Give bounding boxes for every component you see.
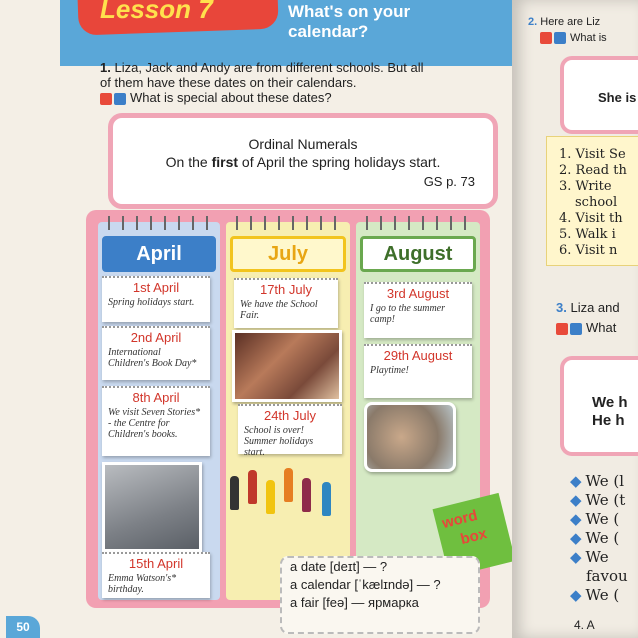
todo-item: 2. Read th [559, 163, 627, 178]
note-date: 29th August [383, 348, 453, 363]
todo-item: 4. Visit th [559, 211, 623, 226]
listen-icon [100, 93, 112, 105]
binder-rings [226, 216, 350, 230]
photo-seven-stories [102, 462, 202, 552]
frame2-line2: He h [592, 412, 625, 429]
note-april-4 [102, 552, 210, 598]
binder-rings [356, 216, 480, 230]
vocab-item: a date [deɪt] — ? [290, 559, 388, 574]
todo-item: 1. Visit Se [559, 147, 626, 162]
note-date: 1st April [132, 280, 180, 295]
bullet-item: ◆ We [570, 548, 609, 566]
note-desc: School is over! Summer holidays start. [244, 425, 314, 458]
note-desc: I go to the summer camp! [370, 303, 445, 325]
bullet-item: ◆ We ( [570, 586, 620, 604]
note-date: 17th July [259, 282, 313, 297]
task-2-text: Here are Liz [540, 16, 601, 28]
vocabulary-box [280, 556, 480, 634]
todo-item: 3. Write [559, 179, 612, 194]
note-desc: International Children's Book Day* [108, 347, 197, 369]
lesson-word: Lesson 7 [100, 0, 213, 24]
task-3 [556, 300, 620, 315]
photo-summer-camp [364, 402, 456, 472]
month-april: April [102, 236, 216, 272]
binder-rings [98, 216, 220, 230]
read-icon [554, 32, 566, 44]
bullet-item: ◆ We ( [570, 510, 620, 528]
ordinal-text-post: of April the spring holidays start. [241, 154, 441, 170]
bullet-item: ◆ We (t [570, 491, 626, 509]
task-icons [540, 32, 566, 44]
bullet-list [570, 472, 638, 605]
note-desc: We visit Seven Stories* - the Centre for Children's books. [108, 407, 201, 440]
page-number: 50 [6, 616, 40, 638]
note-desc: We have the School Fair. [240, 299, 318, 321]
ordinal-text-pre: On the [165, 154, 208, 170]
task-3-text: Liza and [570, 300, 620, 315]
listen-icon [540, 32, 552, 44]
task-1-question: What is special about these dates? [130, 90, 332, 105]
ordinal-text-bold: first [211, 154, 239, 170]
wordbox-word: word [440, 506, 480, 533]
task-1-line2: of them have these dates on their calendars. [100, 75, 357, 90]
calendar-board [86, 210, 490, 608]
note-date: 8th April [132, 390, 180, 405]
month-august: August [360, 236, 476, 272]
note-date: 2nd April [130, 330, 182, 345]
photo-jumping-kids [226, 462, 348, 542]
todo-list [546, 136, 638, 266]
wordbox-box: box [458, 525, 489, 549]
task-icons [556, 323, 582, 335]
note-date: 24th July [263, 408, 317, 423]
note-desc: Emma Watson's* birthday. [108, 573, 177, 595]
lesson-title-line1: What's on your [288, 2, 411, 21]
note-date: 3rd August [386, 286, 450, 301]
task-2-sub: What is [570, 32, 607, 44]
task-1 [100, 60, 490, 105]
ordinal-numerals-frame [108, 113, 498, 209]
task-3-number: 3. [556, 300, 567, 315]
read-icon [570, 323, 582, 335]
july-column [226, 222, 350, 600]
note-desc: Spring holidays start. [108, 297, 195, 308]
right-frame-text: She is [598, 90, 637, 105]
note-july-1 [234, 278, 338, 328]
note-desc: Playtime! [370, 365, 409, 376]
task-2-number: 2. [528, 16, 538, 28]
note-august-2 [364, 344, 472, 398]
task-3-sub-row [556, 320, 616, 335]
lesson-title [288, 2, 488, 42]
task-icons [100, 93, 126, 105]
right-frame-2 [560, 356, 638, 456]
read-icon [114, 93, 126, 105]
todo-item: 5. Walk i [559, 227, 616, 242]
task-4: 4. A [574, 618, 595, 632]
month-july: July [230, 236, 346, 272]
vocab-item: a calendar [ˈkælɪndə] — ? [290, 577, 441, 592]
photo-school-fair [232, 330, 342, 402]
note-date: 15th April [128, 556, 184, 571]
task-1-line1: Liza, Jack and Andy are from different schools. But all [114, 60, 424, 75]
ordinal-title: Ordinal Numerals [248, 136, 358, 152]
note-july-2 [238, 404, 342, 458]
note-april-1 [102, 276, 210, 322]
bullet-item: ◆ We ( [570, 529, 620, 547]
task-3-sub: What [586, 320, 617, 335]
vocab-item: a fair [feə] — ярмарка [290, 595, 419, 610]
lesson-title-line2: calendar? [288, 22, 369, 41]
bullet-item: favou [586, 567, 628, 585]
note-april-2 [102, 326, 210, 380]
task-2 [528, 16, 607, 44]
note-april-3 [102, 386, 210, 456]
april-column [98, 222, 220, 600]
bullet-item: ◆ We (l [570, 472, 625, 490]
note-august-1 [364, 282, 472, 338]
frame2-line1: We h [592, 394, 628, 411]
grammar-reference: GS p. 73 [423, 174, 475, 189]
listen-icon [556, 323, 568, 335]
ordinal-example [113, 154, 493, 170]
task-1-number: 1. [100, 60, 111, 75]
todo-item: 6. Visit n [559, 243, 618, 258]
todo-item: school [575, 195, 618, 210]
right-frame [560, 56, 638, 134]
